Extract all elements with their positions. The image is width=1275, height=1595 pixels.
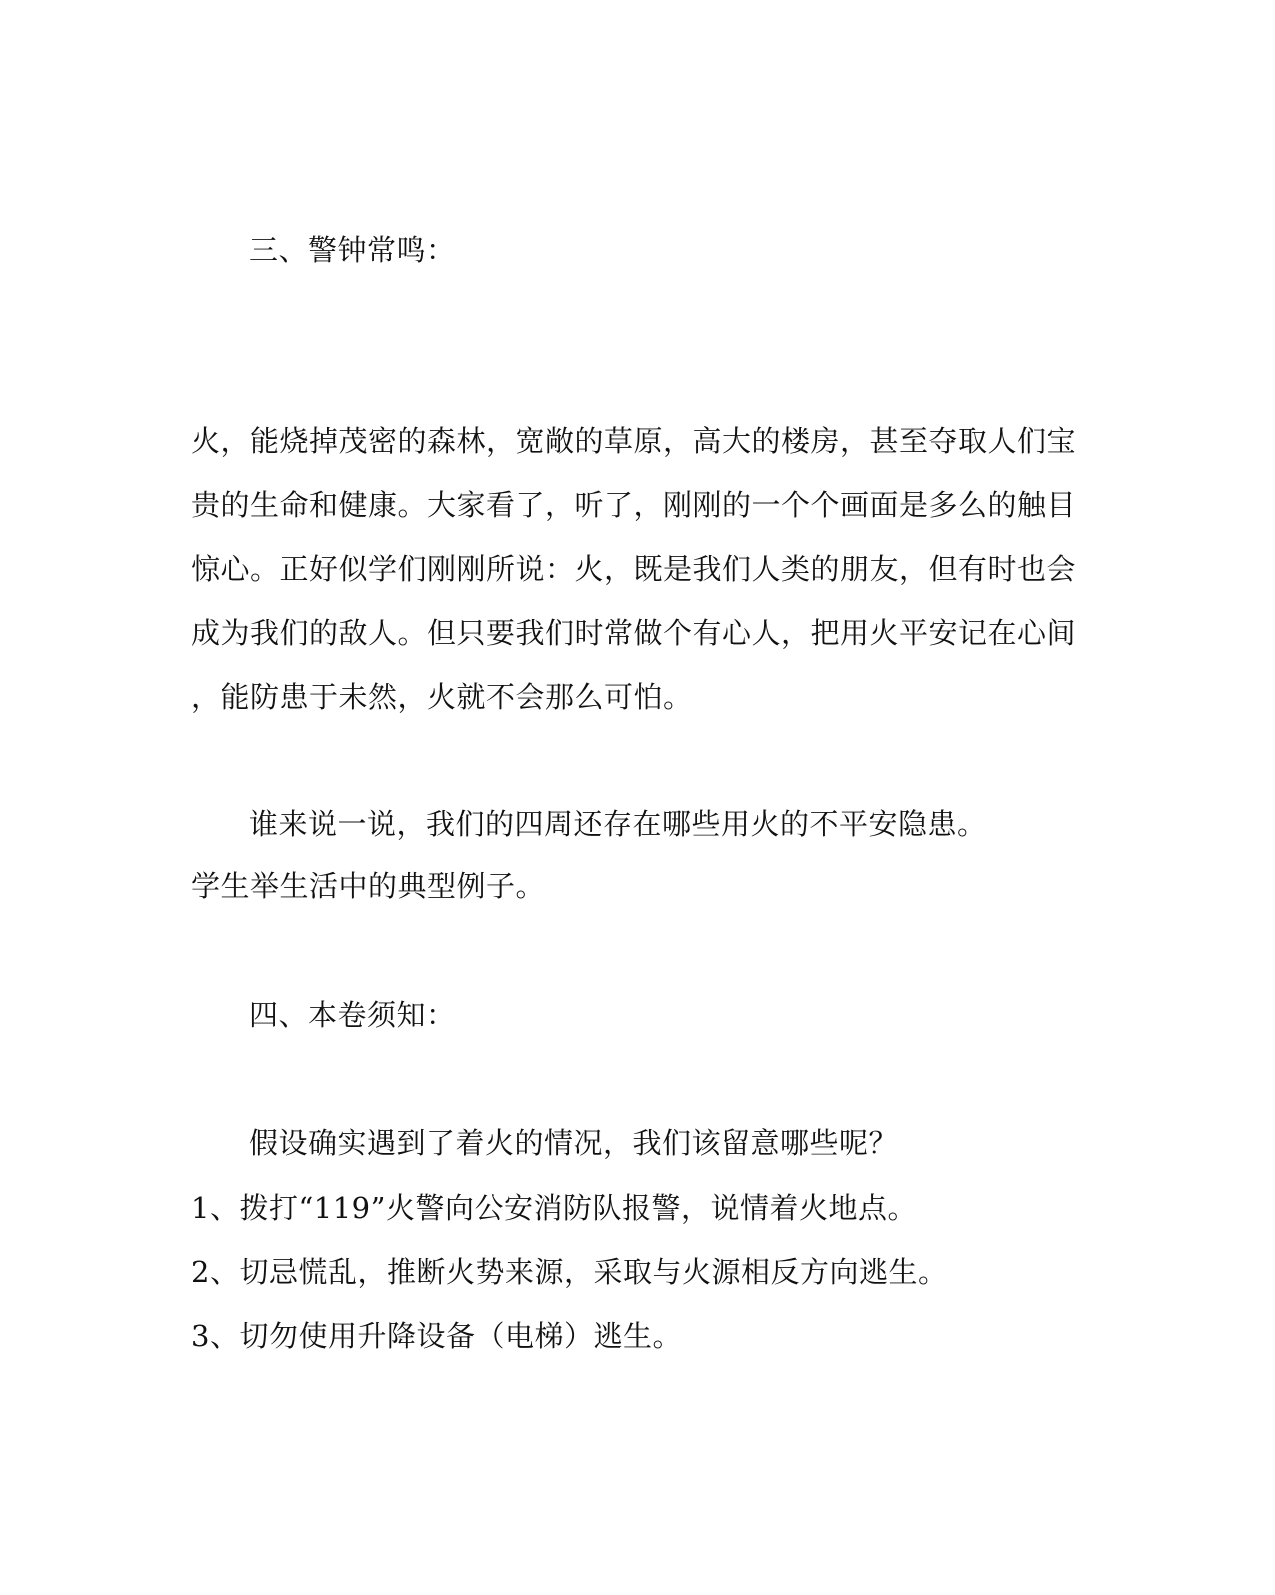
section-3-heading: 三、警钟常鸣： (249, 233, 456, 267)
list-item: 3、切勿使用升降设备（电梯）逃生。 (191, 1319, 682, 1353)
paragraph-line: 成为我们的敌人。但只要我们时常做个有心人，把用火平安记在心间 (191, 616, 1077, 650)
paragraph-line: 惊心。正好似学们刚刚所说：火，既是我们人类的朋友，但有时也会 (191, 552, 1077, 586)
paragraph-line: 贵的生命和健康。大家看了，听了，刚刚的一个个画面是多么的触目 (191, 488, 1077, 522)
list-item: 1、拨打“119”火警向公安消防队报警，说情着火地点。 (191, 1191, 917, 1225)
discussion-question: 谁来说一说，我们的四周还存在哪些用火的不平安隐患。 (249, 807, 987, 841)
discussion-answer: 学生举生活中的典型例子。 (191, 869, 546, 903)
section-4-heading: 四、本卷须知： (249, 998, 456, 1032)
paragraph-line: 火，能烧掉茂密的森林，宽敞的草原，高大的楼房，甚至夺取人们宝 (191, 424, 1077, 458)
list-item: 2、切忌慌乱，推断火势来源，采取与火源相反方向逃生。 (191, 1255, 948, 1289)
section-4-intro: 假设确实遇到了着火的情况，我们该留意哪些呢？ (249, 1126, 899, 1160)
paragraph-line: ，能防患于未然，火就不会那么可怕。 (191, 680, 693, 714)
